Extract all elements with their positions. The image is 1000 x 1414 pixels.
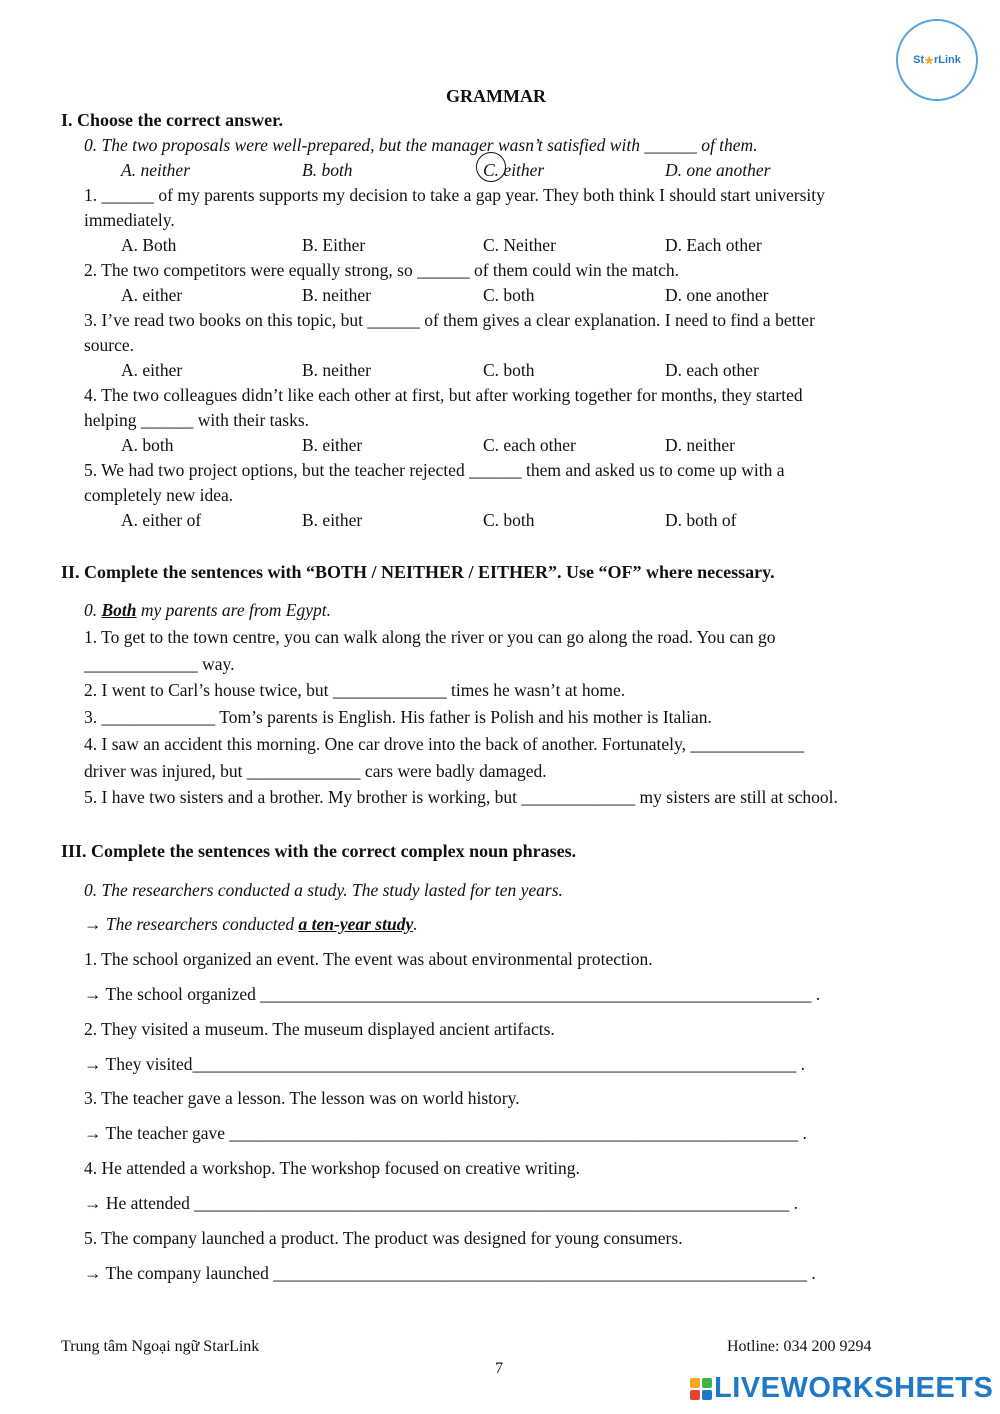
phrase-answer-3[interactable]: → The teacher gave _________________________________________________________________ .: [84, 1123, 807, 1143]
example-answer-line: [84, 914, 418, 935]
example-prefix: → The researchers conducted: [84, 914, 299, 934]
option-b[interactable]: B. Either: [302, 235, 366, 255]
example-answer: Both: [101, 600, 137, 620]
option-b[interactable]: B. either: [302, 510, 363, 530]
example-question: 0. The researchers conducted a study. The study lasted for ten years.: [84, 880, 563, 900]
question-1-cont: immediately.: [84, 210, 175, 230]
question-4-cont: helping ______ with their tasks.: [84, 410, 310, 430]
sentence-1-cont[interactable]: _____________ way.: [84, 654, 235, 674]
option-c[interactable]: C. both: [483, 360, 535, 380]
phrase-question-4: 4. He attended a workshop. The workshop focused on creative writing.: [84, 1158, 580, 1178]
option-a: A. neither: [121, 160, 191, 180]
logo-text: St: [913, 54, 925, 66]
option-d[interactable]: D. both of: [665, 510, 737, 530]
page-number: 7: [495, 1360, 503, 1377]
phrase-answer-4[interactable]: → He attended ____________________________________________________________________ .: [84, 1193, 799, 1213]
question-5-cont: completely new idea.: [84, 485, 234, 505]
sentence-2[interactable]: 2. I went to Carl’s house twice, but _____________ times he wasn’t at home.: [84, 680, 626, 700]
liveworksheets-icon: [690, 1378, 712, 1400]
answer-circle-mark: [476, 152, 506, 182]
phrase-answer-2[interactable]: → They visited_____________________________________________________________________ .: [84, 1054, 806, 1074]
option-b[interactable]: B. neither: [302, 360, 372, 380]
example-suffix: my parents are from Egypt.: [136, 600, 331, 620]
example-answer: a ten-year study: [298, 914, 414, 934]
option-c[interactable]: C. both: [483, 510, 535, 530]
section-1-heading: I. Choose the correct answer.: [61, 110, 283, 130]
option-b: B. both: [302, 160, 353, 180]
question-3-cont: source.: [84, 335, 135, 355]
option-c[interactable]: C. Neither: [483, 235, 556, 255]
logo-text: rLink: [933, 54, 961, 66]
question-4: 4. The two colleagues didn’t like each other at first, but after working together for months, they started: [84, 385, 803, 405]
question-5: 5. We had two project options, but the teacher rejected ______ them and asked us to come up with a: [84, 460, 785, 480]
option-a[interactable]: A. Both: [121, 235, 177, 255]
option-d[interactable]: D. Each other: [665, 235, 762, 255]
sentence-1: 1. To get to the town centre, you can walk along the river or you can go along the road. You can go: [84, 627, 776, 647]
sentence-3[interactable]: 3. _____________ Tom’s parents is English. His father is Polish and his mother is Italian.: [84, 707, 712, 727]
phrase-question-1: 1. The school organized an event. The event was about environmental protection.: [84, 949, 653, 969]
option-c: C. either: [483, 160, 545, 180]
option-d[interactable]: D. neither: [665, 435, 735, 455]
option-a[interactable]: A. both: [121, 435, 174, 455]
footer-hotline: Hotline: 034 200 9294: [727, 1338, 872, 1355]
example-question: 0. The two proposals were well-prepared, but the manager wasn’t satisfied with ______ of them.: [84, 135, 758, 155]
example-sentence: [84, 600, 331, 621]
option-c[interactable]: C. both: [483, 285, 535, 305]
phrase-answer-1[interactable]: → The school organized _______________________________________________________________ .: [84, 984, 821, 1004]
liveworksheets-brand[interactable]: LIVEWORKSHEETS: [714, 1372, 994, 1404]
phrase-answer-5[interactable]: → The company launched _____________________________________________________________ .: [84, 1263, 816, 1283]
logo-star-icon: ★: [924, 54, 934, 67]
footer-left: Trung tâm Ngoại ngữ StarLink: [61, 1338, 260, 1355]
section-3-heading: III. Complete the sentences with the correct complex noun phrases.: [61, 841, 577, 861]
question-3: 3. I’ve read two books on this topic, but ______ of them gives a clear explanation. I need to find a better: [84, 310, 815, 330]
option-a[interactable]: A. either of: [121, 510, 202, 530]
question-2: 2. The two competitors were equally strong, so ______ of them could win the match.: [84, 260, 680, 280]
example-prefix: 0.: [84, 600, 102, 620]
question-1: 1. ______ of my parents supports my decision to take a gap year. They both think I should start university: [84, 185, 825, 205]
sentence-4-cont[interactable]: driver was injured, but _____________ cars were badly damaged.: [84, 761, 547, 781]
phrase-question-3: 3. The teacher gave a lesson. The lesson was on world history.: [84, 1088, 520, 1108]
option-a[interactable]: A. either: [121, 285, 183, 305]
option-b[interactable]: B. either: [302, 435, 363, 455]
phrase-question-2: 2. They visited a museum. The museum displayed ancient artifacts.: [84, 1019, 555, 1039]
page-title: GRAMMAR: [446, 86, 546, 106]
sentence-5[interactable]: 5. I have two sisters and a brother. My brother is working, but _____________ my sisters are still at school.: [84, 787, 838, 807]
phrase-question-5: 5. The company launched a product. The product was designed for young consumers.: [84, 1228, 683, 1248]
example-suffix: .: [413, 914, 418, 934]
option-b[interactable]: B. neither: [302, 285, 372, 305]
option-c[interactable]: C. each other: [483, 435, 576, 455]
option-d: D. one another: [665, 160, 771, 180]
section-2-heading: II. Complete the sentences with “BOTH / NEITHER / EITHER”. Use “OF” where necessary.: [61, 562, 775, 582]
option-d[interactable]: D. one another: [665, 285, 769, 305]
option-a[interactable]: A. either: [121, 360, 183, 380]
option-d[interactable]: D. each other: [665, 360, 759, 380]
sentence-4[interactable]: 4. I saw an accident this morning. One car drove into the back of another. Fortunately, _____________: [84, 734, 805, 754]
starlink-logo: [896, 19, 978, 101]
